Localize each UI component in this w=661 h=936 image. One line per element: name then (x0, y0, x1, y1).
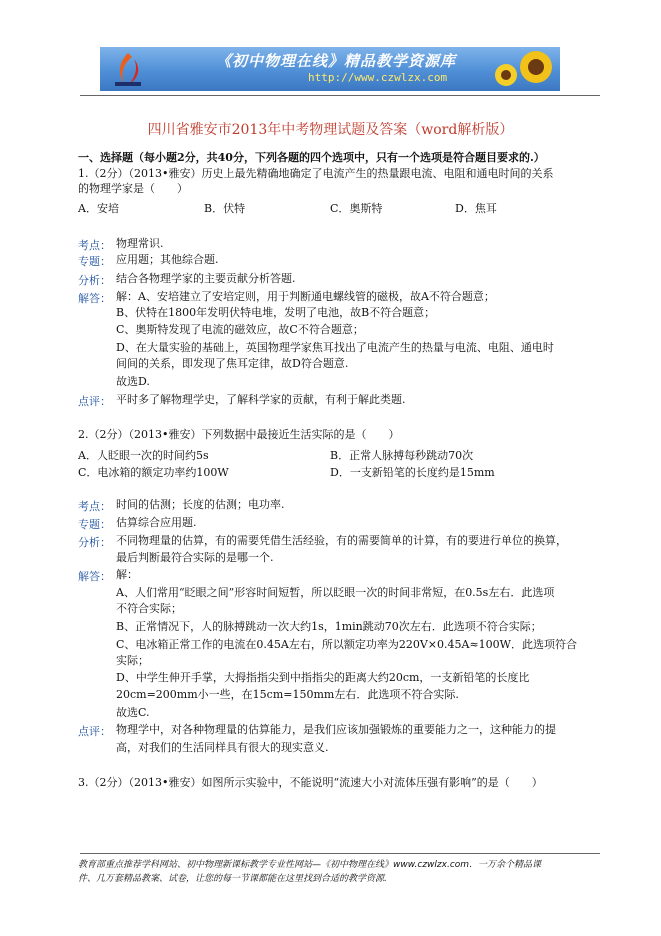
q1-dianping-label: 点评： (78, 395, 111, 408)
header-banner (100, 47, 560, 91)
q1-jieda-line: 解：A、安培建立了安培定则，用于判断通电螺线管的磁极，故A不符合题意； (116, 290, 495, 303)
q1-option-d: D．焦耳 (455, 202, 497, 215)
q1-jieda-line: 故选D. (116, 375, 150, 388)
q2-option-d: D．一支新铅笔的长度约是15mm (330, 466, 495, 479)
q1-jieda-line: C、奥斯特发现了电流的磁效应，故C不符合题意； (116, 323, 364, 336)
q2-jieda-line: D、中学生伸开手掌，大拇指指尖到中指指尖的距离大约20cm，一支新铅笔的长度比 (116, 671, 530, 684)
q2-dianping-label: 点评： (78, 725, 111, 738)
q2-kaodian: 时间的估测；长度的估测；电功率. (116, 498, 285, 511)
q2-jieda-label: 解答： (78, 570, 111, 583)
q2-dianping-line: 高，对我们的生活同样具有很大的现实意义. (116, 741, 329, 754)
q1-stem: 1.（2分）（2013•雅安）历史上最先精确地确定了电流产生的热量跟电流、电阻和通电时间的关系 (78, 167, 554, 180)
q2-jieda-line: 不符合实际； (116, 602, 182, 615)
q2-jieda-line: C、电冰箱正常工作的电流在0.45A左右，所以额定功率为220V×0.45A≈100W．此选项符合 (116, 638, 577, 651)
q2-option-c: C．电冰箱的额定功率约100W (78, 466, 229, 479)
q2-jieda-line: 20cm=200mm小一些，在15cm=150mm左右．此选项不符合实际. (116, 688, 459, 701)
q2-option-b: B．正常人脉搏每秒跳动70次 (330, 449, 474, 462)
q1-fenxi-label: 分析： (78, 274, 111, 287)
q2-jieda-line: 解： (116, 568, 138, 581)
footer-line: 件、几万套精品教案、试卷，让您的每一节课都能在这里找到合适的教学资源. (78, 874, 387, 884)
q1-jieda-label: 解答： (78, 292, 111, 305)
q2-jieda-line: 实际； (116, 654, 149, 667)
q1-jieda-line: 间间的关系，即发现了焦耳定律，故D符合题意. (116, 357, 349, 370)
footer-line: 教育部重点推荐学科网站、初中物理新课标教学专业性网站—《初中物理在线》www.czwlzx.com．一万余个精品课 (78, 860, 542, 870)
q3-stem: 3.（2分）（2013•雅安）如图所示实验中，不能说明“流速大小对流体压强有影响”的是（ ） (78, 776, 543, 789)
q2-fenxi-line: 最后判断最符合实际的是哪一个. (116, 551, 274, 564)
q1-dianping: 平时多了解物理学史，了解科学家的贡献，有利于解此类题. (116, 393, 406, 406)
q1-jieda-line: B、伏特在1800年发明伏特电堆，发明了电池，故B不符合题意； (116, 306, 436, 319)
document-title: 四川省雅安市2013年中考物理试题及答案（word解析版） (147, 122, 514, 138)
q2-dianping-line: 物理学中，对各种物理量的估算能力，是我们应该加强锻炼的重要能力之一，这种能力的提 (116, 723, 556, 736)
q1-fenxi: 结合各物理学家的主要贡献分析答题. (116, 272, 296, 285)
banner-title: 《初中物理在线》精品教学资源库 (216, 52, 457, 70)
section-heading: 一、选择题（每小题2分，共40分，下列各题的四个选项中，只有一个选项是符合题目要求的.） (78, 151, 545, 164)
q2-zhuanti-label: 专题： (78, 518, 111, 531)
q2-jieda-line: 故选C. (116, 706, 150, 719)
q1-kaodian: 物理常识. (116, 237, 164, 250)
q1-option-b: B．伏特 (204, 202, 246, 215)
q1-zhuanti: 应用题；其他综合题. (116, 253, 219, 266)
site-logo-icon (108, 49, 148, 89)
q1-stem-cont: 的物理学家是（ ） (78, 182, 188, 195)
banner-url[interactable]: http://www.czwlzx.com (308, 71, 448, 84)
q2-option-a: A．人眨眼一次的时间约5s (78, 449, 209, 462)
footer-rule (80, 853, 600, 854)
sunflower-icon (486, 49, 556, 89)
q1-jieda-line: D、在大量实验的基础上，英国物理学家焦耳找出了电流产生的热量与电流、电阻、通电时 (116, 341, 554, 354)
header-rule (80, 95, 600, 96)
q2-fenxi-line: 不同物理量的估算，有的需要凭借生活经验，有的需要简单的计算，有的要进行单位的换算， (116, 534, 567, 547)
q1-kaodian-label: 考点： (78, 239, 111, 252)
q2-stem: 2.（2分）（2013•雅安）下列数据中最接近生活实际的是（ ） (78, 428, 400, 441)
q1-option-a: A．安培 (78, 202, 119, 215)
q2-kaodian-label: 考点： (78, 500, 111, 513)
q2-fenxi-label: 分析： (78, 536, 111, 549)
q1-zhuanti-label: 专题： (78, 255, 111, 268)
q1-option-c: C．奥斯特 (330, 202, 383, 215)
q2-jieda-line: A、人们常用“眨眼之间”形容时间短暂，所以眨眼一次的时间非常短，在0.5s左右．此选项 (116, 586, 555, 599)
q2-zhuanti: 估算综合应用题. (116, 516, 197, 529)
q2-jieda-line: B、正常情况下，人的脉搏跳动一次大约1s，1min跳动70次左右．此选项不符合实际； (116, 620, 542, 633)
